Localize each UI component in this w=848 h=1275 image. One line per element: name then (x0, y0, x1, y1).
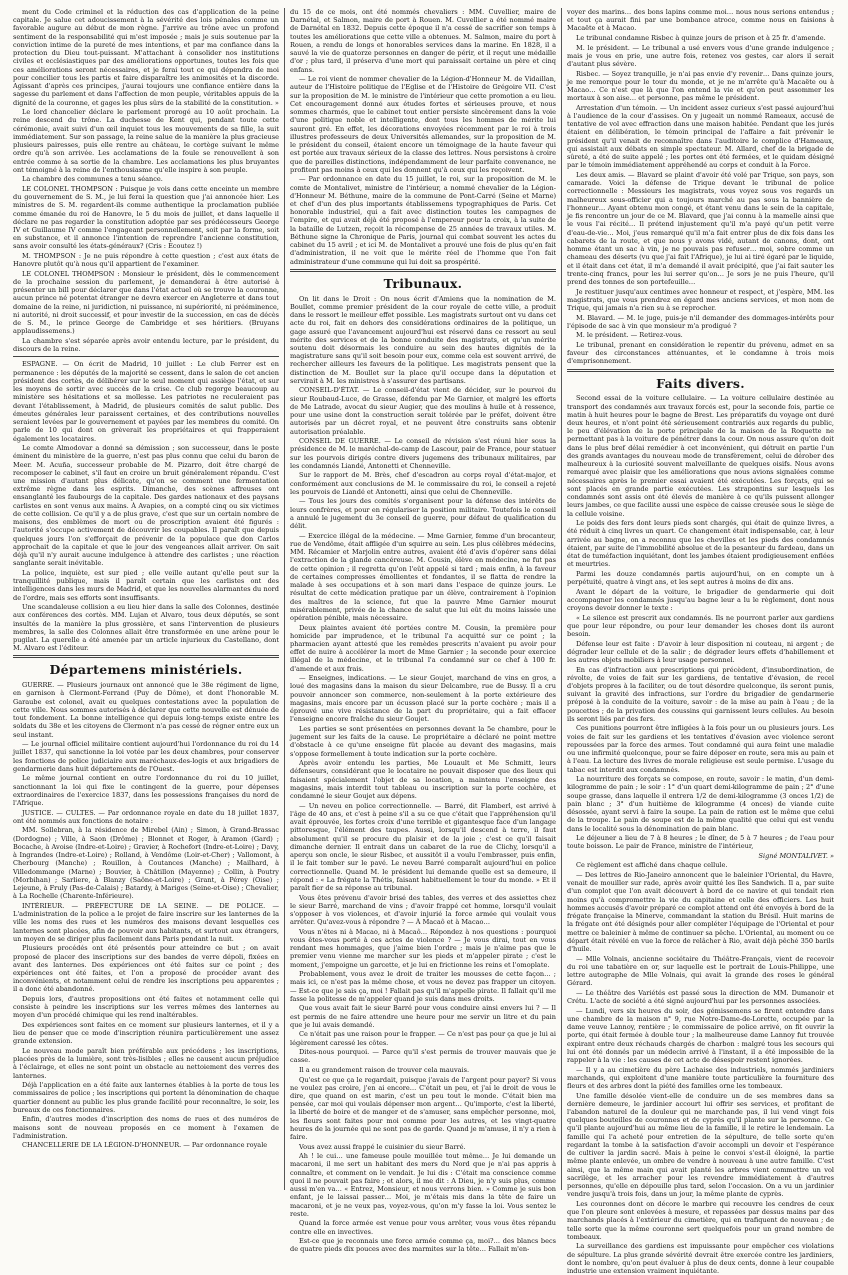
article-paragraph: Arrestation d'un témoin. — Un incident assez curieux s'est passé aujourd'hui à l'audience de la cour d'assises. On y jugeait un nommé Rameaux, accusé de tentative de vol avec effraction dans une maison habitée. Pendant que les jurés étaient en délibération, le témoin principal de l'affaire a fait prévenir le président qu'il venait de reconnaître dans l'auditoire le complice d'Hameaux, qui assistait aux débats en simple spectateur. M. Allard, chef de la brigade de sûreté, a été de suite appelé ; les portes ont été fermées, et le quidam désigné par le témoin immédiatement appréhendé au corps et conduit à la Force. (567, 103, 834, 170)
article-paragraph: M. le président. — Retirez-vous. (576, 331, 683, 340)
section-heading: Départemens ministériels. (49, 662, 243, 678)
article-paragraph: La surveillance des gardiens est impuissante pour empêcher ces violations de sépulture. La plus grande sévérité devrait être exercée contre les jardiniers, dont le nombre, qu'on peut évaluer à plus de deux cents, donne à leur coupable industrie une extension vraiment inquiétante. (567, 1242, 834, 1275)
article-paragraph: M. THOMPSON : Je ne puis répondre à cette question ; c'est aux états de Hanovre plutôt qu'à nous qu'il appartient de l'examiner. (13, 251, 279, 269)
article-paragraph: Vous avez aussi frappé le cuisinier du sieur Barré. (299, 1142, 466, 1151)
article-paragraph: — Le journal officiel militaire contient aujourd'hui l'ordonnance du roi du 14 juillet 1837, qui sanctionne la loi votée par les deux chambres, pour conserver les fonctions de police judiciaire aux maréchaux-des-logis et aux brigadiers de gendarmerie dans huit départements de l'Ouest. (13, 740, 279, 773)
article-paragraph: Le lord chancelier déclare le parlement prorogé au 10 août prochain. La reine descend du trône. La duchesse de Kent qui, pendant toute cette cérémonie, avait suivi d'un œil inquiet tous les mouvements de sa fille, la suit immédiatement. Sur son passage, la reine salue de la manière la plus gracieuse plusieurs pairesses, puis elle rentre au château, le cortège suivant le même ordre qu'à son arrivée. Les acclamations de la foule se renouvellent à son entrée comme à sa sortie de la chambre. Les acclamations les plus bruyantes ont témoigné à la reine de l'enthousiasme qu'elle inspire à son peuple. (13, 108, 279, 174)
article-paragraph: Que vous avait fait le sieur Barré pour vous conduire ainsi envers lui ? — Il est permis de ne faire attendre une heure pour me servir un litre et du pain que je lui avais demandé. (290, 1004, 556, 1029)
article-paragraph: LE COLONEL THOMPSON : Puisque je vois dans cette enceinte un membre du gouvernement de S. M., je lui ferai la question que j'ai annoncée hier. Les ministres de S. M. regardent-ils comme authentique la proclamation publiée comme émanée du roi de Hanovre, le 5 du mois de juillet, et dans laquelle il déclare ne pas regarder la constitution adoptée par ses prédécesseurs George IV et Guillaume IV comme l'engageant personnellement, soit par la forme, soit en substance, et il annonce l'intention de reprendre l'ancienne constitution, sans avoir consulté les états-généraux? (Cris : Ecoutez !) (13, 184, 279, 251)
section-divider-double (290, 269, 556, 272)
article-paragraph: Le poids des fers dont leurs pieds sont chargés, qui était de quinze livres, a été réduit à cinq livres un quart. Ce changement était indispensable, car, à leur arrivée au bagne, on a reconnu que les chevilles et les pieds des condamnés étaient, par suite de l'immobilité absolue et de la pesanteur du fardeau, dans un état de tuméfaction inquiétant, dont les jambes étaient prodigieusement enflées et meurtries. (567, 519, 834, 569)
article-paragraph: Le tribunal condamne Risbec à quinze jours de prison et à 25 fr. d'amende. (576, 34, 826, 42)
article-paragraph: Ces punitions pourront être infligées à la fois pour un ou plusieurs jours. Les voies de fait sur les gardiens et les tentatives d'évasion avec violence seront repoussées par la force des armes. Tout condamné qui aura feint une maladie ou une infirmité quelconque, pour se faire déposer en route, sera mis au pain et à l'eau. La lecture des livres de morale religieuse est seule permise. L'usage du tabac est interdit aux condamnés. (567, 724, 834, 774)
article-paragraph: Depuis lors, d'autres propositions ont été faites et notamment celle qui consiste à peindre les inscriptions sur les verres mêmes des lanternes au moyen d'un procédé chimique qui les rend inaltérables. (13, 994, 279, 1020)
article-paragraph: On lit dans le Droit : On nous écrit d'Amiens que la nomination de M. Boullet, comme premier président de la cour royale de cette ville, a produit dans le ressort le meilleur effet possible. Les magistrats surtout ont vu dans cet acte du roi, fait en dehors des considérations ordinaires de la politique, un gage assuré que l'avancement aujourd'hui est réservé dans ce ressort au seul mérite des services et de la bonne conduite des magistrats, et qu'un mérite soutenu doit désormais les conduire au sein des hautes dignités de la magistrature sans qu'il soit besoin pour eux, comme cela est souvent arrivé, de rechercher ailleurs les faveurs de la politique. Les magistrats pensent que la distinction de M. Boullet sur la place qu'il occupe dans la députation et servirait à M. les ministres à s'assurer des partisans. (290, 294, 556, 385)
section-heading: Tribunaux. (383, 275, 463, 291)
article-paragraph: — Le roi vient de nommer chevalier de la Légion-d'Honneur M. de Vidaillan, auteur de l'Histoire politique de l'Eglise et de l'Histoire de Grégoire VII. C'est sur la proposition de M. le ministre de l'intérieur que cette promotion a eu lieu. Cet encouragement donné aux études fortes et sérieuses prouve, et nous sommes charmés, que le cabinet tout entier persiste sincèrement dans la voie d'une politique noble et intelligente, dont tous les hommes de mérite lui sauront gré. En effet, les décorations envoyées récemment par le roi à trois illustres professeurs de deux Universités allemandes, sur la proposition de M. le président du conseil, étaient encore un témoignage de la haute faveur qui est portée aux travaux sérieux de la classe des lettres. Nous persistons à croire que de pareilles distinctions, indépendamment de leur parfaite convenance, ne profitent pas moins à ceux qui les donnent qu'à ceux qui les reçoivent. (290, 75, 556, 174)
article-paragraph: CONSEIL-D'ÉTAT. — Le conseil-d'état vient de décider, sur le pourvoi du sieur Roubaud-Luce, de Grasse, défendu par Me Garnier, et malgré les efforts de Me Latrade, avocat du sieur Augier, que des moulins à huile et à ressence, pour une usine dont la construction serait tolérée par le préfet, doivent être autorisés par un décret royal, et ne peuvent être construits sans obtenir autorisation préalable. (290, 386, 556, 436)
article-paragraph: CHANCELLERIE DE LA LÉGION-D'HONNEUR. — Par ordonnance royale (22, 1141, 268, 1150)
article-paragraph: — Par ordonnance en date du 15 juillet, le roi, sur la proposition de M. le comte de Montalivet, ministre de l'intérieur, a nommé chevalier de la Légion-d'Honneur M. Béthune, maire de la commune de Pont-Carré (Seine et Marne) et chef d'un des plus importants établissemens typographiques de Paris. Cet honorable industriel, qui a fait avec distinction toutes les campagnes de l'empire, et qui avait déjà été proposé à l'empereur pour la croix, à la suite de la bataille de Lutzen, reçoit la récompense de 25 années de travaux utiles. M. Béthune signe la Chronique de Paris, journal qui combat souvent les actes du cabinet du 15 avril ; et ici M. de Montalivet a prouvé une fois de plus qu'en fait d'administration, il ne voit que le mérite réel de l'homme que l'on fait administrateur d'une commune qui lui doit sa prospérité. (290, 175, 556, 266)
article-paragraph: Le comte Almodovar a donné sa démission ; son successeur, dans le poste éminent du ministère de la guerre, n'est pas plus connu que celui du baron de Meer. M. Acuña, successeur probable de M. Pizarro, doit être chargé de recomposer le cabinet, s'il faut en croire un bruit généralement répandu. C'est une mission d'autant plus délicate, qu'on se comment une fermentation extrême règne dans les esprits. Dimanche, des scènes affreuses ont ensanglanté les faubourgs de la capitale. Des gardes nationaux et des paysans carlistes en sont venus aux mains. À Avapies, on a compté cinq ou six victimes de cette collision. Ce qu'il y a de plus grave, c'est que sur un certain nombre de maisons, des emblèmes de mort ou de proscription avaient été figurés : l'autorité s'occupe activement de découvrir les coupables. Il paraît que depuis quelques jours l'on s'efforçait de prévenir de la populace que don Carlos approchait de la capitale et que le jour des vengeances allait arriver. On sait déjà qu'il n'y aurait aucune indulgence à attendre des carlistes ; une réaction sanglante serait inévitable. (13, 444, 279, 568)
article-paragraph: — Exercice illégal de la médecine. — Mme Garnier, femme d'un brocanteur, rue de Vendôme, était affligée d'un squirre au sein. Les plus célèbres médecins, MM. Récamier et Marjolin entre autres, avaient été d'avis d'opérer sans délai l'extraction de la glande cancéreuse. M. Cousin, élève en médecine, ne fut pas de cette opinion ; il regretta qu'on l'eût appelé si tard ; mais enfin, à la faveur de certaines compresses émollientes et fondantes, il se flatta de rendre la malade à ses occupations et à son mari dans l'espace de quinze jours. Le résultat de cette médication pratique par un élève, contrairement à l'opinion des maîtres de la science, fut que la pauvre Mme Garnier mourut misérablement, privée de la chance de salut que lui eût du moins laissée une opération pénible, mais nécessaire. (290, 531, 556, 622)
article-paragraph: MM. Sollebran, à la résidence de Mirebel (Ain) ; Simon, à Grand-Brassac (Dordogne) ; Ville, à Saon (Drôme) ; Blonnet et Roger, à Aramon (Gard) ; Bocache, à Avoise (Indre-et-Loire) ; Gravier, à Rochefort (Indre-et-Loire) ; Davy, à Ingrandes (Indre-et-Loire) ; Rolland, à Vendôme (Loir-et-Cher) ; Vallomont, à Cherbourg (Manche) ; Rouillon, à Coutances (Manche) ; Mailhard, à Villedommange (Marne) ; Bouvier, à Châtillon (Mayenne) ; Collin, à Poutry (Morbihan) ; Sarliere, à Blanzy (Saône-et-Loire) ; Grant, à Pérey (Oise) ; Lejeune, à Fruly (Pas-de-Calais) ; Batardy, à Mariges (Seine-et-Oise) ; Chevalier, à La Rochelle (Charente-Inférieure). (13, 826, 279, 901)
article-paragraph: La police, inquiète, est sur pied ; elle veille autant qu'elle peut sur la tranquillité publique, mais il paraît certain que les carlistes ont des intelligences dans les murs de Madrid, et que les nouvelles alarmantes du nord de l'ordre, mais ses efforts sont insuffisants. (13, 568, 279, 602)
article-paragraph: Le déjeuner a lieu de 7 à 8 heures ; le dîner, de 5 à 7 heures ; de l'eau pour toute boisson. Le pair de France, ministre de l'intérieur, (567, 834, 834, 851)
section-heading: Faits divers. (656, 375, 745, 391)
article-paragraph: Qu'est ce que ça le regardait, puisque j'avais de l'argent pour payer? Si vous ne voulez pas croire, j'en ai encore… C'était un peu, et j'ai le droit de vous le dire, que quand on est marin, c'est un peu tout le monde. C'était bien ma pensée, car moi qui voulais dépenser mon argent… Qu'importe, c'est la liberté, la liberté de boire et de manger et de s'amuser, sans empêcher personne, moi, les fleurs sont faites pour moi comme pour les autres, et les vingt-quatre heures de la journée qui ne sont pas de garde. Quand je m'amuse, il n'y a rien à faire. (290, 1075, 556, 1142)
column-2 (285, 8, 562, 1254)
article-paragraph: Ce règlement est affiché dans chaque cellule. (576, 861, 728, 870)
article-paragraph: Défense leur est faite : D'avoir à leur disposition ni couteau, ni argent ; de dégrader leur cellule et de la salir ; de dégrader leurs effets d'habillement et les autres objets mobiliers à leur usage personnel. (567, 639, 834, 665)
article-paragraph: Les couronnes dont on décore le marbre qui recouvre les cendres de ceux que l'on pleure sont enlevées à mesure, et repassées par dessus mains par des marchands placés à l'extérieur du cimetière, qui en trafiquent de nouveau ; de telle sorte que la même couronne sert quelquefois pour un grand nombre de tombeaux. (567, 1199, 834, 1241)
article-paragraph: La nourriture des forçats se compose, en route, savoir : le matin, d'un demi-kilogramme de pain ; le soir : 1° d'un quart demi-kilogramme de pain ; 2° d'une soupe grasse, dans laquelle il entrera 1/2 de demi-kilogramme (3 onces 1/2) de pain blanc ; 3° d'un huitième de kilogramme (4 onces) de viande cuite désossée, ayant servi à faire la soupe. La pain de ration est le même que celui de la troupe. Le pain de soupe est de la même qualité que celui qui est vendu dans le localité sous la dénomination de pain blanc. (567, 775, 834, 833)
article-paragraph: Le tribunal, prenant en considération le repentir du prévenu, admet en sa faveur des circonstances atténuantes, et le condamne à trois mois d'emprisonnement. (567, 340, 834, 366)
article-paragraph: du 15 de ce mois, ont été nommés chevaliers : MM. Cuvellier, maire de Darnétal, et Salmon, maire de port à Rouen. M. Cuvellier a été nommé maire de Darnétal en 1832. Depuis cette époque il n'a cessé de sacrifier son temps à toutes les améliorations que cette ville a obtenues. M. Salmon, maire du port à Rouen, a rendu de longs et honorables services dans la marine. En 1828, il a sauvé la vie de quatorze personnes en danger de périr, et il reçut une médaille d'or ; plus tard, il préserva d'une mort qui paraissait certaine un père et cinq enfans. (290, 8, 556, 74)
article-paragraph: Le nouveau mode paraît bien préférable aux précédens ; les inscriptions, placées près de la lumière, sont très-lisibles ; elles ne causent aucun préjudice à l'éclairage, et elles ne sont point un obstacle au nettoiement des verres des lanternes. (13, 1046, 279, 1080)
article-paragraph: ment du Code criminel et la réduction des cas d'application de la peine capitale. Je salue cet adoucissement à la sévérité des lois pénales comme un favorable augure au début de mon règne. J'arrive au trône avec un profond sentiment de la responsabilité qui m'est imposée ; mais je suis soutenue par la conviction intime de la pureté de mes intentions, et par ma confiance dans la protection du Dieu tout-puissant. M'attachant à consolider nos institutions civiles et ecclésiastiques par des améliorations opportunes, toutes les fois que ces améliorations seront nécessaires, et je ferai tout ce qui dépendra de moi pour concilier tous les partis et faire disparaître les animosités et la discorde. Agissant d'après ces principes, j'aurai toujours une confiance entière dans la sagesse du parlement et dans l'affection de mon peuple, véritables appuis de la dignité de la couronne, et gages les plus sûrs de la stabilité de la constitution. » (13, 8, 279, 107)
article-paragraph: CONSEIL DE GUERRE. — Le conseil de révision s'est réuni hier sous la présidence de M. le maréchal-de-camp de Lascour, pair de France, pour statuer sur les pourvois dirigés contre divers jugemens des tribunaux militaires, par les condamnés Liandé, Antonetti et Chenneville. (290, 437, 556, 470)
article-paragraph: Ah ! le cui… une fameuse poule mouillée tout même… Je lui demande un macaroni, il me sert un habitant des mers du Nord que je n'ai pas appris à connaître, et comment on le vendait. Je lui dis : C'était ma conscience comme quoi il ne pouvait pas faire ; et alors, il me dit : A Dieu, je n'y suis plus, comme aussi m'en va… « Entrez, Monsieur, et nous verrons bien. » Comme je suis bon enfant, je le laissai passer… Moi, je m'étais mis dans la tête de faire un macaroni, et je ne veux pas, voyez-vous, qu'on m'y fasse la loi. Vous sentez le reste. (290, 1152, 556, 1218)
article-paragraph: M. le président. — Le tribunal a usé envers vous d'une grande indulgence ; mais je vous en prie, une autre fois, retenez vos gestes, car alors il serait d'autant plus sévère. (567, 43, 834, 68)
section-divider-double (567, 369, 834, 372)
article-paragraph: Une scandaleuse collision a eu lieu hier dans la salle des Colonnes, destinée aux conférences des cortès. MM. Lujan et Alvaro, tous deux députés, se sont insultés de la manière la plus grossière, et sans l'intervention de plusieurs membres, la salle des Colonnes allait être transformée en une arène pour le pugilat. La querelle a été amenée par un article injurieux du Castellano, dont M. Alvaro est l'éditeur. (13, 603, 279, 653)
article-paragraph: Quand la force armée est venue pour vous arrêter, vous vous êtes répandu contre elle en invectives. (290, 1219, 556, 1236)
article-paragraph: — Tous les jours des comités s'organisent pour la défense des intérêts de leurs confrères, et pour en régulariser la position militaire. Toutefois le conseil a annulé le jugement du 3e conseil de guerre, pour défaut de qualification du délit. (290, 497, 556, 531)
article-paragraph: « Le silence est prescrit aux condamnés. Ils ne pourront parler aux gardiens que pour leur répondre, ou pour leur demander les choses dont ils auront besoin. (567, 613, 834, 639)
article-paragraph: Est-ce que je reconnais une force armée comme ça, moi?… des blancs becs de quatre pieds dix pouces avec des marmites sur la tête… Fallait m'en- (290, 1237, 556, 1254)
article-paragraph: Les parties se sont présentées en personnes devant la 5e chambre, pour le jugement sur les faits de la cause. Le propriétaire a déclaré ne point mettre d'obstacle à ce qu'une enseigne fût placée au devant des magasins, mais s'oppose formellement à toute indication sur la porte cochère. (290, 724, 556, 758)
article-paragraph: Le même journal contient en outre l'ordonnance du roi du 10 juillet, sanctionnant la loi qui fixe le contingent de la guerre, pour dépenses extraordinaires de l'exercice 1837, dans les possessions françaises du nord de l'Afrique. (13, 774, 279, 808)
article-paragraph: Enfin, d'autres modes d'inscription des noms de rues et des numéros de maisons sont de nouveau proposés en ce moment à l'examen de l'administration. (13, 1115, 279, 1140)
article-paragraph: — Un neveu en police correctionnelle. — Barré, dit Flamberl, est arrivé à l'âge de 40 ans, et c'est à peine s'il a su ce que c'était que l'appréhension qu'il avait éprouvée, les fortes croix d'une terrible et gigantesque face d'un langage pittoresque, l'élément des taupes. Aussi, lorsqu'il descend à terre, il faut absolument qu'il se procure du plaisir et de la joie ; c'est ce qu'il faisait dimanche dernier. Il entrait dans un cabaret de la rue de Clichy, lorsqu'il a aperçu son oncle, le sieur Risbec, et aussitôt il a voulu l'embrasser, puis enfin, il le fait tomber sur le pavé. Le neveu Barré comparaît aujourd'hui en police correctionnelle. Quand M. le président lui demande quelle est sa demeure, il répond : « La frégate la Thétis, faisant habituellement le tour du monde. » Et il paraît fier de sa réponse au tribunal. (290, 801, 556, 892)
article-paragraph: — Mlle Volnais, ancienne sociétaire du Théâtre-Français, vient de recevoir du roi une tabatière en or, sur laquelle est le portrait de Louis-Philippe, une lettre autographe de Mlle Volnais, qui avait la grande des roses le général Gérard. (567, 954, 834, 988)
section-divider-double (13, 655, 279, 658)
article-paragraph: Dites-nous pourquoi. — Parce qu'il s'est permis de trouver mauvais que je casse. (290, 1048, 556, 1065)
article-paragraph: Il a eu grandement raison de trouver cela mauvais. (299, 1065, 470, 1074)
signature-line: Signé MONTALIVET. » (758, 851, 834, 860)
article-paragraph: Vous êtes prévenu d'avoir brisé des tables, des verres et des assiettes chez le sieur Barré, marchand de vins ; d'avoir frappé cet homme, lorsqu'il voulait s'opposer à vos violences, et d'avoir injurié la force armée qui voulait vous arrêter. Qu'avez-vous à répondre ? — À Macaô et à Macao… (290, 893, 556, 927)
article-paragraph: voyer des marins… des bons lapins comme moi… nous nous serions entendus ; et tout ça aurait fini par une bombance atroce, comme nous en faisions à Macaëte et à Macao. (567, 8, 834, 33)
column-3 (562, 8, 839, 1275)
article-paragraph: M. Blavard. — M. le juge, puis-je n'il demander des dommages-intérêts pour l'épisode de sac à vin que monsieur m'a prodigué ? (567, 313, 834, 330)
article-paragraph: Avant le départ de la voiture, le brigadier de gendarmerie qui doit accompagner les condamnés jusqu'au bagne leur a lu le règlement, dont nous croyons devoir donner le texte : (567, 587, 834, 613)
article-paragraph: — Lundi, vers six heures du soir, des gémissemens se firent entendre dans une chambre de la maison n° 9, rue Notre-Dame-de-Lorette, occupée par la dame veuve Lannoy, rentière ; le commissaire de police arrivé, on fit ouvrir la porte, qui était fermée à double tour ; la malheureuse dame Lannoy fut trouvée expirant entre deux réchauds chargés de charbon : malgré tous les secours qui lui ont été donnés par un médecin arrivé à l'instant, il a été impossible de la rappeler à la vie : les causes de cet acte de désespoir restent ignorées. (567, 1006, 834, 1064)
article-paragraph: La chambre des communes a tenu séance. (22, 175, 163, 184)
article-paragraph: — Il y a au cimetière du père Lachaise des industriels, nommés jardiniers marchands, qui exploitent d'une manière toute particulière la fourniture des fleurs et des arbres dont la piété des familles orne les tombeaux. (567, 1065, 834, 1090)
article-paragraph: — Le théâtre des Variétés est passé sous la direction de MM. Dumanoir et Crétu. L'acte de société a été signé aujourd'hui par les personnes associées. (567, 988, 834, 1006)
article-paragraph: Déjà l'application en a été faite aux lanternes établies à la porte de tous les commissaires de police ; les inscriptions qui portent la dénomination de chaque quartier donnent au public les plus grande facilité pour reconnaître, le soir, les bureaux de ces fonctionnaires. (13, 1081, 279, 1114)
article-paragraph: Parmi les douze condamnés partis aujourd'hui, on en compte un à perpétuité, quatre à vingt ans, et les sept autres à moins de dix ans. (567, 569, 834, 587)
article-paragraph: En cas d'infraction aux prescriptions qui précèdent, d'insubordination, de révolte, de voies de fait sur les gardiens, de tentative d'évasion, de recel d'objets propres à la faciliter, ou de tout désordre quelconque, ils seront punis, suivant la gravité des infractions, sur l'ordre du brigadier de gendarmerie préposé à la conduite de la voiture, savoir : de la mise au pain à l'eau ; de la poucettes ; de la privation des coussins qui garnissent leurs cellules. Au besoin ils seront liés par des fers. (567, 665, 834, 723)
article-paragraph: Probablement, vous avez le droit de traiter les mousses de cette façon… ; mais ici, ce n'est pas la même chose, et vous ne devez pas frapper un citoyen. — Est-ce que je sais ça, moi ! Fallait pas qu'il m'appelle pirate. Il fallait qu'il me fasse la politesse de m'appeler quand je suis dans mes droits. (290, 970, 556, 1003)
article-paragraph: Ce n'était pas une raison pour le frapper. — Ce n'est pas pour ça que je lui ai légèrement caressé les côtes. (290, 1030, 556, 1047)
article-paragraph: Sur le rapport de M. Brès, chef d'escadron au corps royal d'état-major, et conformément aux conclusions de M. le commissaire du roi, le conseil a rejeté les pourvois de Liandé et Antonetti, ainsi que celui de Chenneville. (290, 471, 556, 496)
article-paragraph: Vous n'êtes ni à Macao, ni à Macaô… Répondez à nos questions : pourquoi vous êtes-vous porté à ces actes de violence ? — Je vous dirai, tout en vous rendant mes hommages, que j'aime bien l'ordre ; mais je n'aime pas que le premier venu vienne me marcher sur les pieds et m'appeler pirate ; c'est le moment, j'empoigne un garcette, et je lui en frictionne les reins et l'omoplate. (290, 927, 556, 969)
article-paragraph: Les deux amis. — Blavard se plaint d'avoir été volé par Trique, son pays, son camarade. Voici la défense de Trique devant le tribunal de police correctionnelle : Messieurs les magistrats, vous voyez sous vos regards un malheureux sous-officier qui a toujours marché au pas sous la bannière de l'honneur… Ayant obtenu mon congé, et étant venu dans le sein de la capitale, je fis rencontre un jour de ce M. Blavard, que j'ai connu à la mamelle ainsi que le vous l'ai récité… Il prétend injustement qu'il m'a payé qu'un petit verre d'eau-de-vie… Moi, j'eus remarqué qu'il m'a fait entrer plus de dix fois dans les cabarets de la route, et que nous y avons vidé, autant de canons, dont, ont homme étant un sac à vin, je ne pouvais pas refuser… moi, sobre comme un chameau des déserts (vu que j'ai fait l'Afrique), je lui ai tiré égaré par le liquide, et il était dans cet état, il m'a demandé il avait précipité, que j'ai fait sauter les trente-cinq francs, pour les lui serrer qu'on… Je sors je ne puis l'heure, qu'il prend des tonnes de son portefeuille… (567, 170, 834, 286)
article-paragraph: JUSTICE. — CULTES. — Par ordonnance royale en date du 18 juillet 1837, ont été nommés aux fonctions de notaire : (13, 808, 279, 825)
article-paragraph: Second essai de la voiture cellulaire. — La voiture cellulaire destinée au transport des condamnés aux travaux forcés est, pour la seconde fois, partie ce matin à huit heures pour le bagne de Brest. Les préparatifs du voyage ont duré deux heures, et n'ont point été sérieusement contrariés aux regards du public, le peu d'élévation de la porte principale de la maison de la Roquette ne permettant pas à la voiture de pénétrer dans la cour. On nous assure qu'on doit dans le plus bref délai remédier à cet inconvénient, qui détruit en partie l'un des grands avantages du nouveau mode de transfèrement, celui de dérober des malheureux à la curiosité souvent malveillante de quelques oisifs. Nous avons remarqué avec plaisir que les améliorations que nous avions signalées comme nécessaires après le premier essai avaient été exécutées. Les forçats, qui se sont placés en grande partie exécutées. Les strapontins sur lesquels les condamnés sont assis ont été élevés de manière à ce qu'ils puissent allonger leurs jambes, ce que facilite aussi une espèce de caisse creusée sous le siège de la cellule voisine. (567, 394, 834, 518)
article-paragraph: La chambre s'est séparée après avoir entendu lecture, par le président, du discours de la reine. (13, 336, 279, 354)
article-paragraph: Risbec. — Soyez tranquille, je n'ai pas envie d'y revenir… Dans quinze jours, je me remorque pour le tour du monde, et je ne m'arrête qu'à Macaëte ou à Macao… Ce n'est que là que l'on entend la vie et qu'on peut assommer les mortaux à son aise… et personne, pas même le président. (567, 69, 834, 103)
article-paragraph: GUERRE. — Plusieurs journaux ont annoncé que le 38e régiment de ligne, en garnison à Clermont-Ferrand (Puy de Dôme), et dont l'honorable M. Garaube est colonel, avait eu quelques contestations avec la population de cette ville. Nous sommes autorisés à déclarer que cette nouvelle est dénuée de tout fondement. La bonne intelligence qui depuis long-temps existe entre les soldats du 38e et les citoyens de Clermont n'a pas cessé de régner entre eux un seul instant. (13, 681, 279, 739)
article-paragraph: LE COLONEL THOMPSON : Monsieur le président, dès le commencement de la prochaine session du parlement, je demanderai à être autorisé à présenter un bill pour déclarer que dans l'état actuel où se trouve la couronne, aucun prince né potentat étranger ne devra exercer en Angleterre et dans tout domaine de la reine, ni juridiction, ni puissance, ni supériorité, ni prééminence, ni autorité, ni droit successif, et pour investir de la succession, en cas de décès de S. M., le prince George de Cambridge et ses héritiers. (Bruyans applaudissemens.) (13, 269, 279, 336)
section-divider (13, 356, 279, 357)
article-paragraph: Après avoir entendu les parties, Me Louault et Me Schmitt, leurs défenseurs, considérant que le locataire ne pouvait disposer que des lieux qui faisaient spécialement l'objet de sa location, a maintenu l'enseigne des magasins, mais interdit tout tableau ou inscription sur la porte cochère, et condamné le sieur Goujet aux dépens. (290, 759, 556, 801)
article-paragraph: Plusieurs procédés ont été présentés pour atteindre ce but ; on avait proposé de placer des inscriptions sur des bandes de verre dépoli, fixées en avant des lanternes. Des expériences ont été faites sur ce point ; des expériences ont été faites, et l'on a proposé de procéder avant des inconvénients, et notamment celui de rendre les inscriptions peu apparentes ; il a donc été abandonné. (13, 944, 279, 994)
newspaper-page (8, 8, 840, 1275)
article-paragraph: — Des lettres de Rio-Janeiro annoncent que le baleinier l'Oriental, du Havre, venait de mouiller sur rade, après avoir quitté les îles Sandwich. Il a, par suite d'un complot que l'on avait découvert à bord de ce navire et qui tendait rien moins qu'à compromettre la vie du capitaine et celle des officiers. Les huit hommes accusés d'avoir préparé ce complot attend ont été envoyés à bord de la frégate française la Minerve, commandant la station du Brésil. Huit marins de la frégate ont été désignés pour aller compléter l'équipage de l'Oriental et pour mettre ce baleinier à même de continuer sa pêche. L'Oriental, au moment ou ce départ était révélé en vue la force de relâcher à Rio, avait déjà pêché 350 barils d'huile. (567, 870, 834, 954)
column-1 (8, 8, 285, 1190)
article-paragraph: Une famille désolée vient-elle de conduire un de ses membres dans sa dernière demeure, le jardinier accourt lui offrir ses services, et profitant de l'abandon naturel de la douleur qui ne marchande pas, il lui vend vingt fois quelques bouteilles de couronnes et de cyprès qu'il plante sur la personne. Ce qu'il plante aujourd'hui au même lieu de la famille, il le retire le lendemain. La famille qui l'a acheté pour entretien de la sépulture, de telle sorte qu'en regardant la tombe à la satisfaction d'avoir accompli un devoir et l'espérance de cultiver la jardin sacré. Mais à peine le convoi s'est-il éloigné, la partie même plante enlevée, un ombre de vendre à nouveau à une autre famille. C'est ainsi, que la même main qui avait planté les arbres vient commettre un vol sacrilège, et les arracher pour les revendre immédiatement à d'autres personnes, qu'elle en dépouille plus tard, selon l'occasion. On a vu un jardinier vendre jusqu'à trois fois, dans un jour, la même plante de cyprès. (567, 1091, 834, 1199)
article-paragraph: Je restituer jusqu'aux centimes avec honneur et respect, et j'espère, MM. les magistrats, que vous prendrez en égard mes anciens services, et mon nom de Trique, qui jamais n'a rien su à se reprocher. (567, 287, 834, 312)
article-paragraph: — Enseignes, indications. — Le sieur Goujet, marchand de vins en gros, a loué des magasins dans la maison du sieur Delcambre, rue de Bussy. Il a cru pouvoir annoncer son commerce, non-seulement à la porte extérieure des magasins, mais encore par un écusson placé sur la porte cochère ; mais il a éprouvé une vive résistance de la part du propriétaire, qui a fait effacer l'enseigne encore fraîche du sieur Goujet. (290, 674, 556, 724)
article-paragraph: Deux plaintes avaient été portées contre M. Cousin, la première pour homicide par imprudence, et le tribunal l'a acquitté sur ce point ; la pharmacien ayant attesté que les remèdes prescrits n'avaient pu avoir pour effet de nuire à accélérer la mort de Mme Garnier ; la seconde pour exercice illégal de la médecine, et le tribunal l'a condamné sur ce chef à 100 fr. d'amende et aux frais. (290, 623, 556, 673)
article-paragraph: INTÉRIEUR. — PRÉFECTURE DE LA SEINE. — DE POLICE. — L'administration de la police a le projet de faire inscrire sur les lanternes de la ville les noms des rues et les numéros des maisons devant lesquelles ces lanternes sont placées, afin de pouvoir aux habitants, et surtout aux étrangers, un moyen de se diriger plus facilement dans Paris pendant la nuit. (13, 901, 279, 943)
article-paragraph: Des expériences sont faites en ce moment sur plusieurs lanternes, et il y a lieu de penser que ce mode d'inscription réunira particulièrement une assez grande extension. (13, 1020, 279, 1046)
article-paragraph: ESPAGNE. — On écrit de Madrid, 10 juillet : Le club Ferrer est en permanence : les députés de la majorité se cessent, dans le salon de cet ancien président des cortès, de délibérer sur le seul moment qui assiège l'état, et sur les moyens de sortir avec succès de la crise. Ce club regorge beaucoup au ministère ses hésitations et sa mollesse. Les patriotes ne reculeraient pas devant l'établissement, à Madrid, de plusieurs comités de salut public. Des émeutes générales leur paraissent certaines, et des contributions nouvelles seraient levées par le gouvernement et payées par les membres du comité. On parle de 10 qui dont on grèverait les propriétaires et qui frapperaient également les locataires. (13, 360, 279, 443)
